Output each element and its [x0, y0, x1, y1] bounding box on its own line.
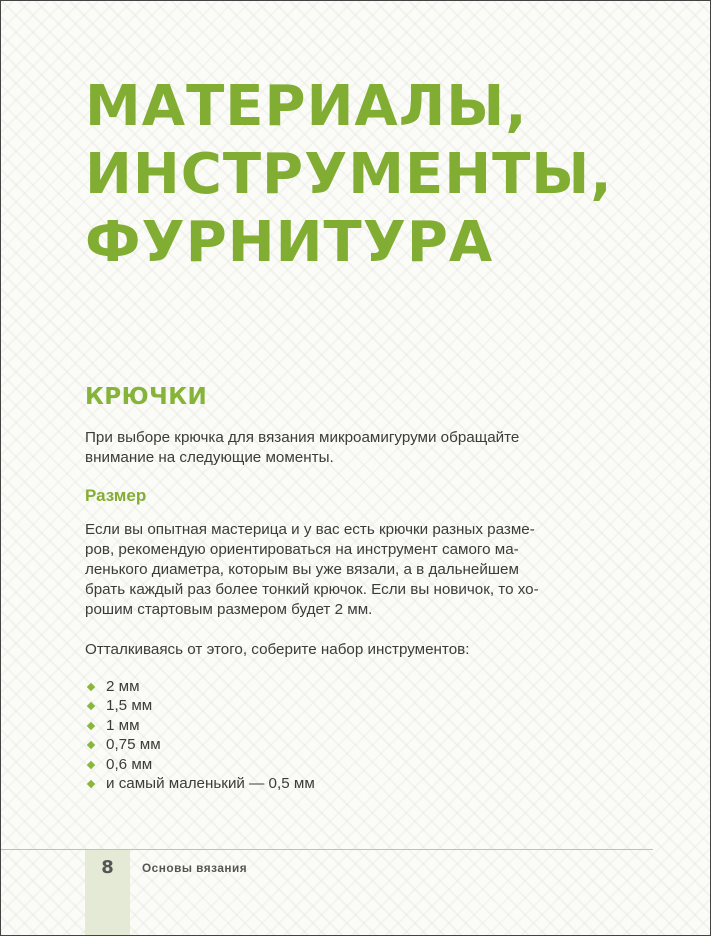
- size-paragraph-line: брать каждый раз более тонкий крючок. Если вы новичок, то хо-: [85, 581, 539, 598]
- list-item-text: 0,75 мм: [106, 736, 161, 754]
- list-item: [85, 696, 315, 715]
- list-item-text: 0,6 мм: [106, 755, 153, 773]
- intro-line: При выборе крючка для вязания микроамигуруми обращайте: [85, 429, 520, 446]
- size-paragraph-line: ров, рекомендую ориентироваться на инструмент самого ма-: [85, 541, 519, 558]
- diamond-bullet-icon: [87, 760, 95, 768]
- list-item: [85, 735, 315, 754]
- tool-list-intro: Отталкиваясь от этого, соберите набор инструментов:: [85, 641, 470, 658]
- list-item: [85, 677, 315, 696]
- list-item: [85, 755, 315, 774]
- title-line-materials: МАТЕРИАЛЫ,: [85, 74, 528, 139]
- page-number: 8: [101, 857, 114, 878]
- list-item: [85, 716, 315, 735]
- list-item-text: 1,5 мм: [106, 697, 153, 715]
- size-paragraph: [85, 520, 605, 620]
- diamond-bullet-icon: [87, 741, 95, 749]
- subheading-size: Размер: [85, 486, 147, 505]
- size-paragraph-line: ленького диаметра, которым вы уже вязали, а в дальнейшем: [85, 561, 519, 578]
- intro-paragraph: [85, 428, 595, 468]
- list-item: [85, 774, 315, 793]
- list-item-text: 2 мм: [106, 678, 140, 695]
- intro-line: внимание на следующие моменты.: [85, 449, 334, 466]
- diamond-bullet-icon: [87, 780, 95, 788]
- diamond-bullet-icon: [87, 722, 95, 730]
- running-footer-section: Основы вязания: [142, 861, 248, 875]
- page-title: [85, 73, 665, 277]
- title-line-fittings: ФУРНИТУРА: [85, 210, 494, 275]
- page-number-tab: [85, 850, 130, 936]
- size-paragraph-line: Если вы опытная мастерица и у вас есть крючки разных разме-: [85, 521, 535, 538]
- list-item-text: 1 мм: [106, 716, 140, 734]
- hook-size-list: [85, 677, 315, 793]
- section-heading-hooks: КРЮЧКИ: [85, 384, 208, 410]
- diamond-bullet-icon: [87, 683, 95, 691]
- title-line-tools: ИНСТРУМЕНТЫ,: [85, 142, 613, 207]
- list-item-text: и самый маленький — 0,5 мм: [106, 774, 315, 792]
- diamond-bullet-icon: [87, 702, 95, 710]
- size-paragraph-line: рошим стартовым размером будет 2 мм.: [85, 601, 373, 618]
